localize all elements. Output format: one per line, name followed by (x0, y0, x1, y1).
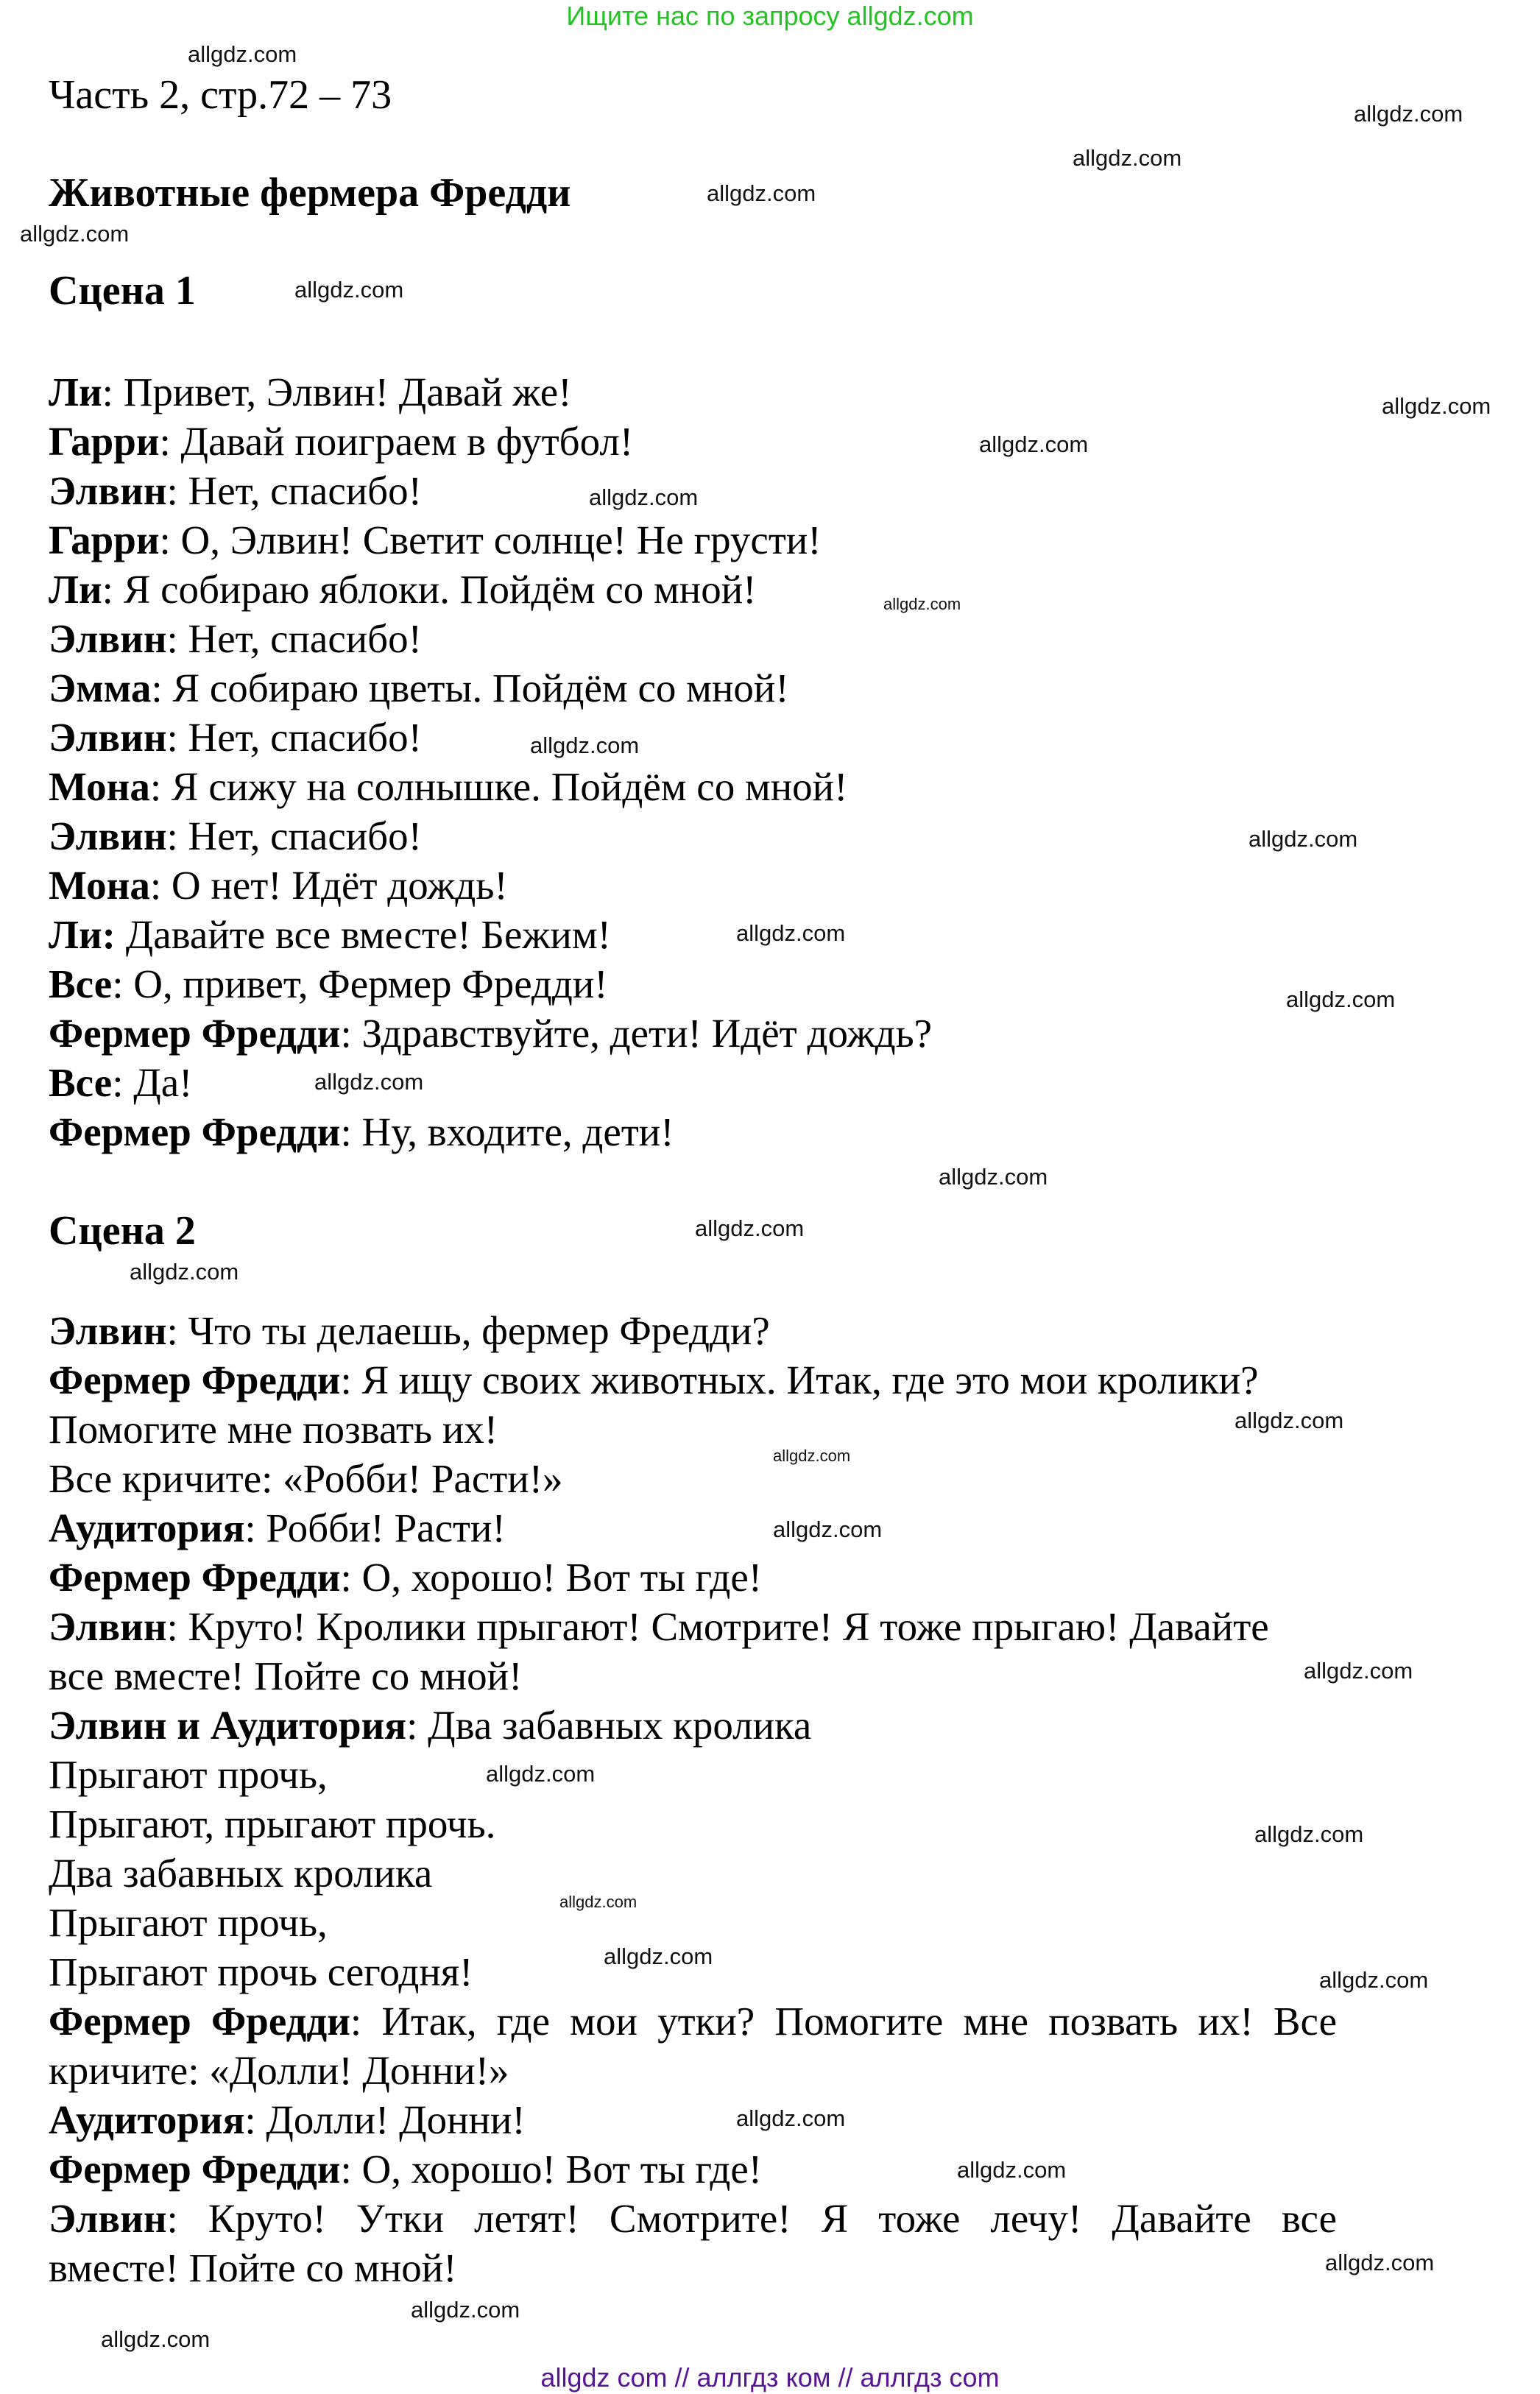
dialogue-line (49, 861, 1337, 910)
speaker-name: Фермер Фредди (49, 1109, 341, 1154)
document-title: Животные фермера Фредди (49, 170, 571, 216)
dialogue-line (49, 713, 1337, 762)
watermark: allgdz.com (1248, 826, 1358, 852)
dialogue-line (49, 515, 1337, 565)
watermark: allgdz.com (559, 1893, 637, 1911)
watermark: allgdz.com (979, 431, 1089, 457)
line-text: Давайте все вместе! Бежим! (116, 912, 611, 957)
watermark: allgdz.com (1382, 393, 1491, 419)
speaker-name: Эмма (49, 665, 152, 710)
dialogue-line (49, 1602, 1337, 1651)
speaker-name: Фермер Фредди (49, 1011, 341, 1056)
dialogue-line (49, 1849, 1337, 1898)
speaker-name: Элвин (49, 813, 167, 858)
dialogue-line (49, 663, 1337, 713)
scene-2-dialogue (49, 1306, 1337, 2292)
speaker-name: Элвин (49, 2196, 167, 2241)
dialogue-line (49, 1701, 1337, 1750)
speaker-name: Мона (49, 863, 150, 908)
dialogue-line (49, 1553, 1337, 1602)
dialogue-line (49, 2046, 1337, 2095)
speaker-name: Элвин (49, 1308, 167, 1353)
speaker-name: Элвин (49, 1604, 167, 1649)
watermark: allgdz.com (957, 2157, 1067, 2183)
watermark: allgdz.com (314, 1069, 424, 1095)
footer-links[interactable]: allgdz com // аллгдз ком // аллгдз com (540, 2362, 1000, 2393)
line-text: Помогите мне позвать их! (49, 1407, 498, 1452)
dialogue-line (49, 2144, 1337, 2194)
watermark: allgdz.com (1325, 2250, 1435, 2275)
dialogue-line (49, 2095, 1337, 2144)
watermark: allgdz.com (1319, 1967, 1429, 1993)
dialogue-line (49, 1058, 1337, 1107)
scene-1-heading: Сцена 1 (49, 268, 196, 314)
speaker-name: Элвин (49, 715, 167, 760)
dialogue-line (49, 762, 1337, 811)
watermark: allgdz.com (1073, 145, 1182, 171)
watermark: allgdz.com (1254, 1821, 1364, 1847)
speaker-name: Все (49, 961, 113, 1006)
speaker-name: Ли: (49, 912, 116, 957)
watermark: allgdz.com (883, 595, 961, 613)
speaker-name: Элвин и Аудитория (49, 1703, 407, 1748)
line-text: : Нет, спасибо! (166, 715, 422, 760)
speaker-name: Фермер Фредди (49, 1555, 341, 1600)
dialogue-line (49, 1898, 1337, 1947)
line-text: : Нет, спасибо! (166, 616, 422, 661)
line-text: : Робби! Расти! (244, 1505, 506, 1550)
dialogue-line (49, 1454, 1337, 1503)
line-text: Прыгают, прыгают прочь. (49, 1801, 496, 1846)
search-banner[interactable]: Ищите нас по запросу allgdz.com (566, 1, 974, 31)
watermark: allgdz.com (1354, 101, 1463, 127)
dialogue-line (49, 614, 1337, 663)
line-text: кричите: «Долли! Донни!» (49, 2048, 509, 2093)
line-text: все вместе! Пойте со мной! (49, 1653, 523, 1698)
dialogue-line (49, 1799, 1337, 1849)
line-text: : О, хорошо! Вот ты где! (340, 2147, 763, 2192)
page-header: Часть 2, стр.72 – 73 (49, 72, 392, 118)
line-text: : Давай поиграем в футбол! (159, 419, 634, 464)
watermark: allgdz.com (486, 1761, 596, 1787)
dialogue-line (49, 1996, 1337, 2046)
line-text: : Что ты делаешь, фермер Фредди? (166, 1308, 770, 1353)
watermark: allgdz.com (188, 41, 297, 67)
dialogue-line (49, 367, 1337, 417)
line-text: Прыгают прочь, (49, 1752, 328, 1797)
speaker-name: Ли (49, 370, 102, 414)
dialogue-line (49, 2194, 1337, 2243)
speaker-name: Аудитория (49, 1505, 245, 1550)
speaker-name: Фермер Фредди (49, 1357, 341, 1402)
speaker-name: Все (49, 1060, 113, 1105)
watermark: allgdz.com (604, 1943, 713, 1969)
dialogue-line (49, 1107, 1337, 1157)
watermark: allgdz.com (1304, 1658, 1413, 1684)
line-text: : О, привет, Фермер Фредди! (112, 961, 608, 1006)
line-text: : Итак, где мои утки? Помогите мне позвать их! Все (350, 1999, 1337, 2044)
line-text: : Я сижу на солнышке. Пойдём со мной! (149, 764, 848, 809)
watermark: allgdz.com (773, 1447, 851, 1465)
watermark: allgdz.com (707, 180, 816, 206)
dialogue-line (49, 811, 1337, 861)
watermark: allgdz.com (589, 484, 699, 510)
watermark: allgdz.com (294, 277, 404, 303)
line-text: : Я собираю цветы. Пойдём со мной! (151, 665, 789, 710)
line-text: : Долли! Донни! (244, 2097, 526, 2142)
watermark: allgdz.com (20, 221, 130, 247)
line-text: : Да! (112, 1060, 193, 1105)
watermark: allgdz.com (939, 1164, 1048, 1190)
watermark: allgdz.com (130, 1259, 239, 1285)
line-text: вместе! Пойте со мной! (49, 2245, 457, 2290)
watermark: allgdz.com (411, 2297, 520, 2323)
line-text: : Круто! Кролики прыгают! Смотрите! Я тоже прыгаю! Давайте (166, 1604, 1269, 1649)
line-text: Два забавных кролика (49, 1851, 433, 1896)
speaker-name: Элвин (49, 616, 167, 661)
speaker-name: Ли (49, 567, 102, 612)
line-text: : О, Элвин! Светит солнце! Не грусти! (159, 518, 822, 562)
watermark: allgdz.com (530, 732, 640, 758)
speaker-name: Мона (49, 764, 150, 809)
line-text: : Ну, входите, дети! (340, 1109, 674, 1154)
line-text: : О нет! Идёт дождь! (149, 863, 508, 908)
dialogue-line (49, 1651, 1337, 1701)
watermark: allgdz.com (1286, 986, 1396, 1012)
watermark: allgdz.com (695, 1215, 805, 1241)
dialogue-line (49, 1750, 1337, 1799)
watermark: allgdz.com (736, 2105, 846, 2131)
speaker-name: Фермер Фредди (49, 1999, 350, 2044)
line-text: : Два забавных кролика (406, 1703, 812, 1748)
speaker-name: Фермер Фредди (49, 2147, 341, 2192)
scene-2-heading: Сцена 2 (49, 1208, 196, 1254)
line-text: : Круто! Утки летят! Смотрите! Я тоже лечу! Давайте все (166, 2196, 1337, 2241)
watermark: allgdz.com (773, 1516, 883, 1542)
dialogue-line (49, 2243, 1337, 2292)
dialogue-line (49, 417, 1337, 466)
dialogue-line (49, 1405, 1337, 1454)
line-text: : Нет, спасибо! (166, 468, 422, 513)
line-text: : Привет, Элвин! Давай же! (102, 370, 572, 414)
dialogue-line (49, 910, 1337, 959)
watermark: allgdz.com (101, 2326, 211, 2352)
line-text: : Я собираю яблоки. Пойдём со мной! (102, 567, 757, 612)
line-text: : Здравствуйте, дети! Идёт дождь? (340, 1011, 933, 1056)
watermark: allgdz.com (1235, 1408, 1344, 1433)
watermark: allgdz.com (736, 920, 846, 946)
dialogue-line (49, 959, 1337, 1009)
speaker-name: Аудитория (49, 2097, 245, 2142)
speaker-name: Гарри (49, 419, 160, 464)
dialogue-line (49, 1503, 1337, 1553)
dialogue-line (49, 1009, 1337, 1058)
dialogue-line (49, 565, 1337, 614)
line-text: : О, хорошо! Вот ты где! (340, 1555, 763, 1600)
line-text: : Я ищу своих животных. Итак, где это мои кролики? (340, 1357, 1259, 1402)
line-text: : Нет, спасибо! (166, 813, 422, 858)
dialogue-line (49, 1355, 1337, 1405)
speaker-name: Элвин (49, 468, 167, 513)
line-text: Все кричите: «Робби! Расти!» (49, 1456, 563, 1501)
speaker-name: Гарри (49, 518, 160, 562)
dialogue-line (49, 1306, 1337, 1355)
line-text: Прыгают прочь сегодня! (49, 1949, 473, 1994)
line-text: Прыгают прочь, (49, 1900, 328, 1945)
